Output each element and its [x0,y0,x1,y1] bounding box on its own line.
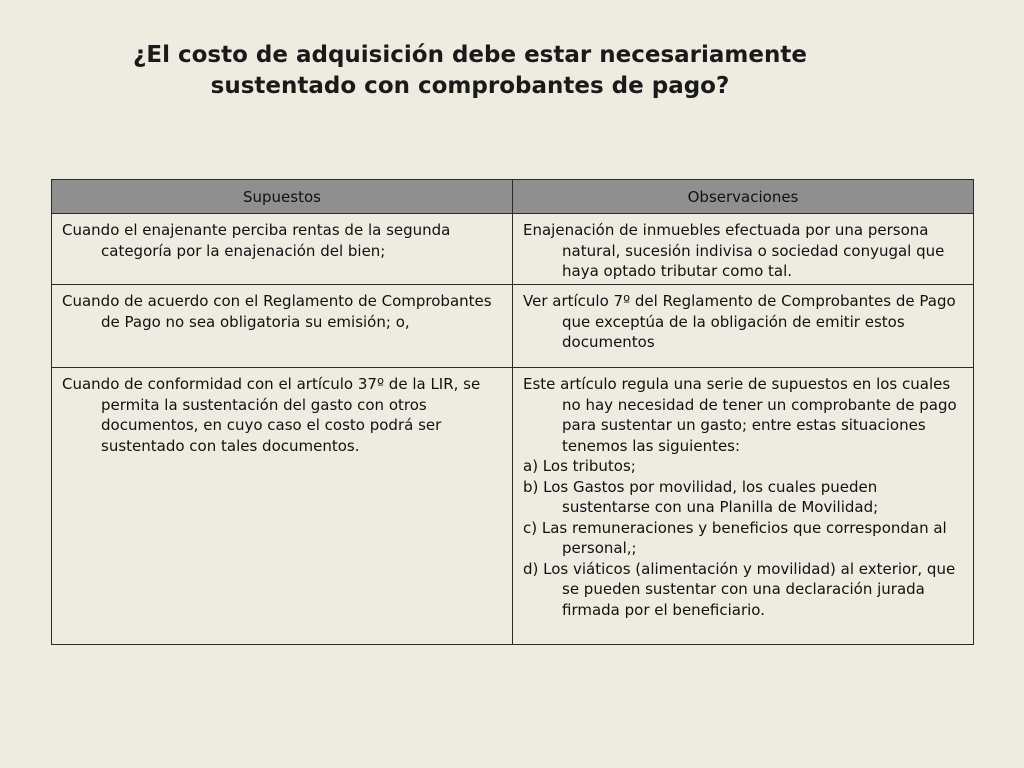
observacion-cell [513,368,974,645]
supuesto-cell [52,368,513,645]
supuestos-table [51,179,974,645]
observacion-intro: Este artículo regula una serie de supuestos en los cuales no hay necesidad de tener un comprobante de pago para sustentar un gasto; entre estas situaciones tenemos las siguientes: [523,375,957,455]
supuesto-text: Cuando de acuerdo con el Reglamento de Comprobantes de Pago no sea obligatoria su emisión; o, [62,292,492,331]
table-header-row [52,180,974,214]
observacion-cell [513,285,974,368]
list-item: c) Las remuneraciones y beneficios que correspondan al personal,; [523,518,947,557]
list-item: a) Los tributos; [523,457,636,475]
observacion-text: Enajenación de inmuebles efectuada por una persona natural, sucesión indivisa o sociedad conyugal que haya optado tributar como tal. [523,221,945,280]
title-line-2: sustentado con comprobantes de pago? [210,73,730,99]
header-supuestos: Supuestos [52,180,513,214]
table-row [52,285,974,368]
header-observaciones: Observaciones [513,180,974,214]
title-line-1: ¿El costo de adquisición debe estar necesariamente [133,42,807,68]
supuesto-text: Cuando el enajenante perciba rentas de la segunda categoría por la enajenación del bien; [62,221,451,260]
table-row [52,214,974,285]
observacion-cell [513,214,974,285]
table-row [52,368,974,645]
supuesto-cell [52,285,513,368]
list-item: b) Los Gastos por movilidad, los cuales pueden sustentarse con una Planilla de Movilidad; [523,477,879,516]
supuesto-text: Cuando de conformidad con el artículo 37º de la LIR, se permita la sustentación del gasto con otros documentos, en cuyo caso el costo podrá ser sustentado con tales documentos. [62,375,481,455]
supuesto-cell [52,214,513,285]
list-item: d) Los viáticos (alimentación y movilidad) al exterior, que se pueden sustentar con una declaración jurada firmada por el beneficiario. [523,559,956,619]
observacion-text: Ver artículo 7º del Reglamento de Comprobantes de Pago que exceptúa de la obligación de emitir estos documentos [523,292,956,351]
page-title [0,40,940,102]
